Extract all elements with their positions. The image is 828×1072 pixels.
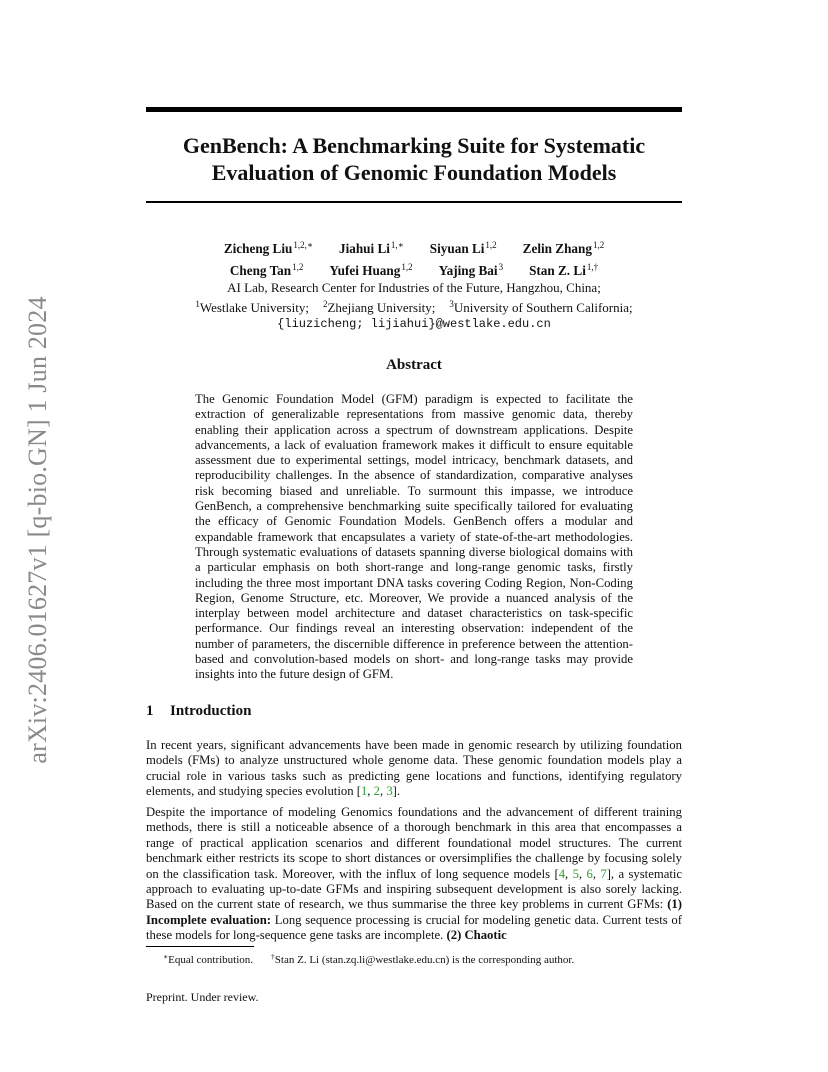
author: Yajing Bai$^3$ — [438, 262, 504, 278]
abstract-text: The Genomic Foundation Model (GFM) paradigm is expected to facilitate the extraction of generalizable representations from massive genomic data, thereby enabling their application across a spectrum of downstream applications. Despite advancements, a lack of evaluation framework makes it difficult to ensure equitable assessment due to experimental settings, model intricacy, benchmark datasets, and reproducibility challenges. In the absence of standardization, comparative analyses risk becoming biased and unreliable. To surmount this impasse, we introduce GenBench, a comprehensive benchmarking suite specifically tailored for evaluating the efficacy of Genomic Foundation Models. GenBench offers a modular and expandable framework that encapsulates a variety of state-of-the-art methodologies. Through systematic evaluations of datasets spanning diverse biological domains with a particular emphasis on both short-range and long-range genomic tasks, firstly including the three most important DNA tasks covering Coding Region, Non-Coding Region, Genome Structure, etc. Moreover, We provide a nuanced analysis of the interplay between model architecture and dataset characteristics on task-specific performance. Our findings reveal an interesting observation: independent of the number of parameters, the discernible difference in preference between the attention-based and convolution-based models on short- and long-range tasks may provide insights into the future design of GFM. — [195, 392, 633, 682]
citation-link[interactable]: 5 — [572, 866, 579, 881]
title-bottom-rule — [146, 201, 682, 203]
citation-link[interactable]: 1 — [360, 784, 368, 799]
title-line-2: Evaluation of Genomic Foundation Models — [211, 160, 617, 185]
abstract-heading: Abstract — [386, 357, 442, 373]
paper-title — [146, 132, 682, 186]
affiliation-item: $^2$Zhejiang University; — [322, 299, 436, 315]
citation-link[interactable]: 3 — [386, 784, 393, 799]
author: Yufei Huang$^{1,2}$ — [329, 262, 413, 278]
citation-link[interactable]: 4 — [558, 866, 566, 881]
affiliation-list — [146, 296, 682, 316]
author: Cheng Tan$^{1,2}$ — [229, 262, 304, 278]
citation-link[interactable]: 6 — [586, 866, 593, 881]
affiliation-item: $^3$University of Southern California; — [449, 299, 633, 315]
author-block — [146, 236, 682, 332]
bold-phrase: (2) Chaotic — [446, 928, 507, 943]
author-emails: {liuzicheng; lijiahui}@westlake.edu.cn — [277, 317, 551, 331]
citation-link[interactable]: 2 — [373, 784, 380, 799]
author: Zicheng Liu$^{1,2,∗}$ — [223, 240, 313, 256]
author: Zelin Zhang$^{1,2}$ — [522, 240, 605, 256]
title-line-1: GenBench: A Benchmarking Suite for Systematic — [182, 133, 646, 158]
footnote: ∗Equal contribution. †Stan Z. Li (stan.zq.li@westlake.edu.cn) is the corresponding author. — [163, 952, 575, 966]
arxiv-id-text: arXiv:2406.01627v1 [q-bio.GN] 1 Jun 2024 — [23, 296, 52, 764]
introduction-paragraph-1: In recent years, significant advancements have been made in genomic research by utilizing foundation models (FMs) to analyze unstructured whole genome data. These genomic foundation models play a crucial role in various tasks such as predicting gene locations and functions, identifying regulatory elements, and studying species evolution [1, 2, 3]. — [146, 738, 682, 799]
bold-phrase: (1) Incomplete evaluation: — [146, 897, 682, 927]
introduction-paragraph-2: Despite the importance of modeling Genomics foundations and the advancement of different training methods, there is still a noticeable absence of a thorough benchmark in this area that encompasses a range of practical application scenarios and different foundational model structures. The current benchmark either restricts its scope to short distances or oversimplifies the challenge by focusing solely on the classification task. Moreover, with the influx of long sequence models [4, 5, 6, 7], a systematic approach to evaluating up-to-date GFMs and inspiring subsequent development is also sorely lacking. Based on the current state of research, we thus summarise the three key problems in current GFMs: (1) Incomplete evaluation: Long sequence processing is crucial for modeling genetic data. Current tests of these models for long-sequence gene tasks are incomplete. (2) Chaotic — [146, 805, 683, 943]
title-top-rule — [146, 107, 682, 112]
footnote-rule — [146, 946, 254, 947]
section-number: 1 — [146, 703, 154, 719]
introduction-heading — [146, 703, 251, 720]
arxiv-identifier-stamp — [18, 280, 58, 780]
affiliation-line: AI Lab, Research Center for Industries of the Future, Hangzhou, China; — [227, 280, 601, 295]
preprint-note: Preprint. Under review. — [146, 990, 259, 1004]
author-row-2 — [146, 258, 682, 280]
author: Stan Z. $Li^{1,\dagger}$ — [529, 262, 599, 278]
author-row-1 — [146, 236, 682, 258]
section-title: Introduction — [170, 703, 252, 719]
author: Siyuan Li$^{1,2}$ — [429, 240, 497, 256]
affiliation-item: $^1$Westlake University; — [195, 299, 309, 315]
citation-link[interactable]: 7 — [600, 866, 607, 881]
author: Jiahui $Li^{1,∗}$ — [338, 240, 404, 256]
